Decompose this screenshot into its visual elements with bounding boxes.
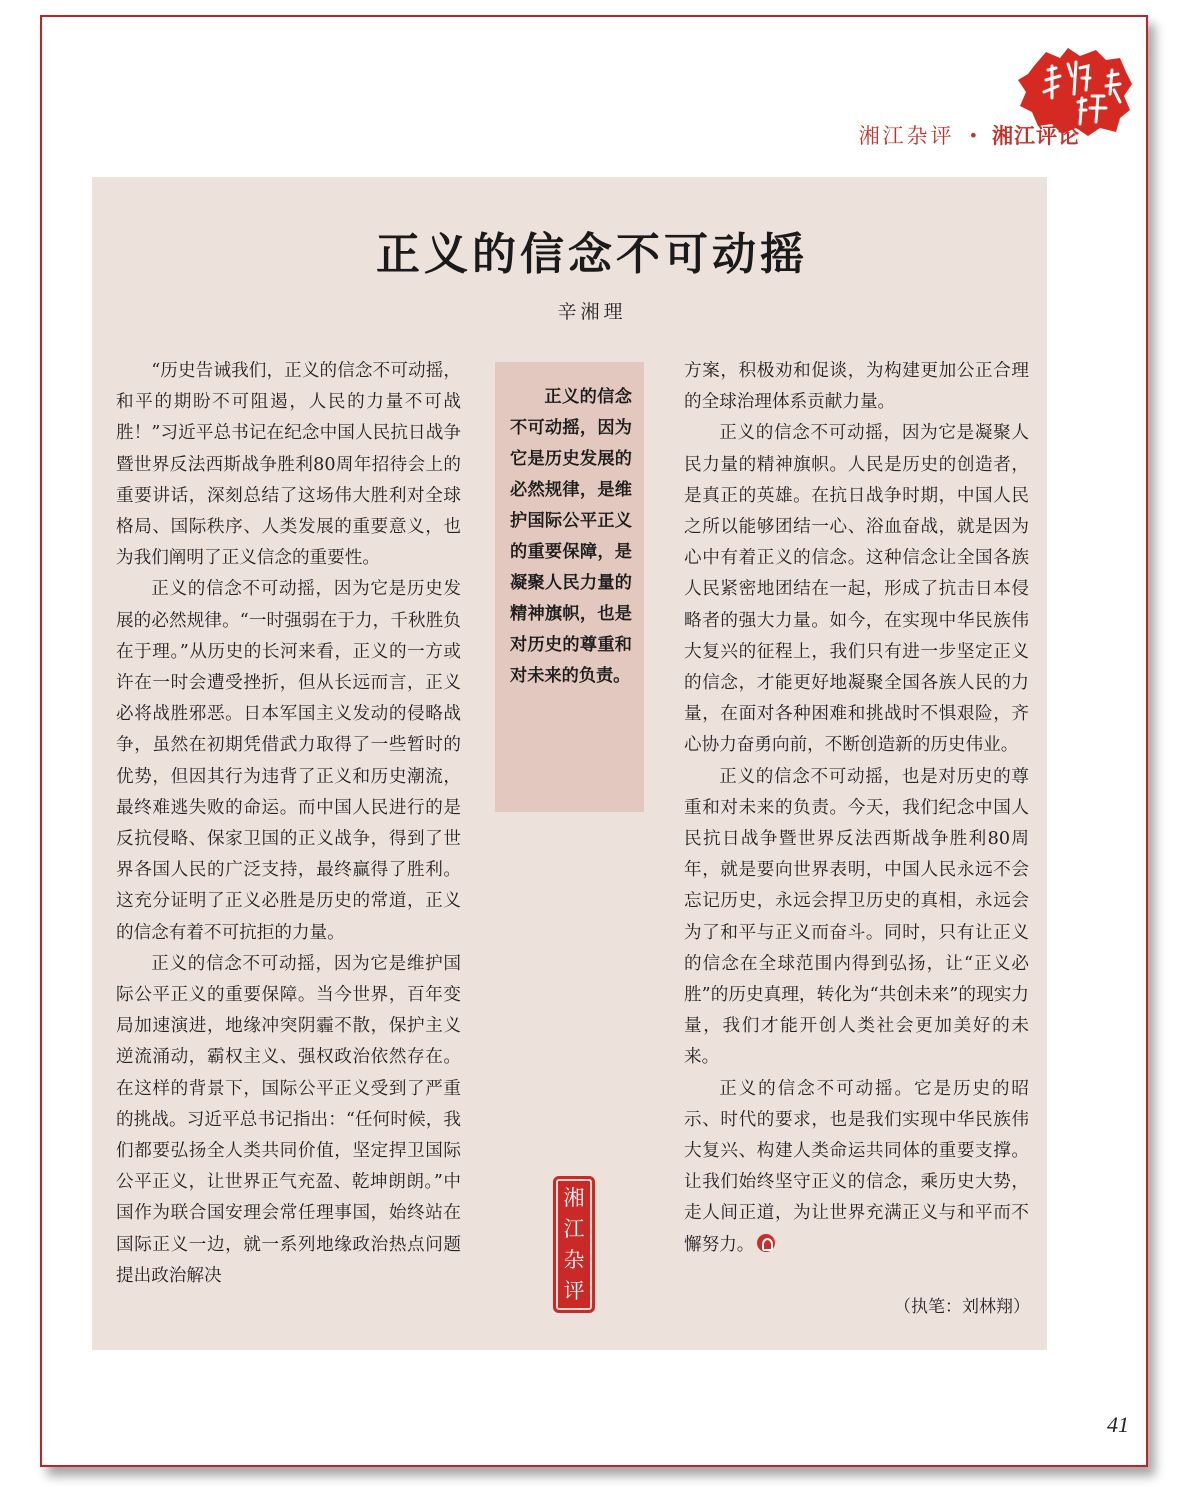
article-title: 正义的信念不可动摇 [376, 229, 808, 280]
paragraph: “历史告诫我们，正义的信念不可动摇，和平的期盼不可阻遏，人民的力量不可战胜！”习近平总书记在纪念中国人民抗日战争暨世界反法西斯战争胜利80周年招待会上的重要讲话，深刻总结了这场伟大胜利对全球格局、国际秩序、人类发展的重要意义，也为我们阐明了正义信念的重要性。 [116, 361, 461, 569]
stamp-char: 江 [563, 1216, 585, 1241]
article-author: 辛湘理 [557, 301, 627, 323]
left-column [116, 356, 461, 1292]
seal-stamp [553, 1176, 595, 1313]
column-name: 湘江评论 [992, 124, 1080, 148]
byline: （执笔：刘林翔） [894, 1297, 1030, 1317]
end-mark-icon [757, 1234, 775, 1252]
right-column [684, 356, 1029, 1261]
stamp-char: 杂 [563, 1247, 585, 1272]
paragraph: 正义的信念不可动摇，因为它是维护国际公平正义的重要保障。当今世界，百年变局加速演进，地缘冲突阴霾不散，保护主义逆流涌动，霸权主义、强权政治依然存在。在这样的背景下，国际公平正义受到了严重的挑战。习近平总书记指出：“任何时候，我们都要弘扬全人类共同价值，坚定捍卫国际公平正义，让世界正气充盈、乾坤朗朗。”中国作为联合国安理会常任理事国，始终站在国际正义一边，就一系列地缘政治热点问题提出政治解决 [116, 953, 461, 1286]
paragraph: 正义的信念不可动摇，因为它是凝聚人民力量的精神旗帜。人民是历史的创造者，是真正的英雄。在抗日战争时期，中国人民之所以能够团结一心、浴血奋战，就是因为心中有着正义的信念。这种信念让全国各族人民紧密地团结在一起，形成了抗击日本侵略者的强大力量。如今，在实现中华民族伟大复兴的征程上，我们只有进一步坚定正义的信念，才能更好地凝聚全国各族人民的力量，在面对各种困难和挑战时不惧艰险，齐心协力奋勇向前，不断创造新的历史伟业。 [684, 423, 1029, 756]
stamp-char: 评 [563, 1278, 585, 1303]
separator-dot: • [968, 125, 978, 145]
page-number: 41 [1107, 1412, 1129, 1437]
paragraph: 正义的信念不可动摇，也是对历史的尊重和对未来的负责。今天，我们纪念中国人民抗日战争暨世界反法西斯战争胜利80周年，就是要向世界表明，中国人民永远不会忘记历史，永远会捍卫历史的真相，永远会为了和平与正义而奋斗。同时，只有让正义的信念在全球范围内得到弘扬，让“正义必胜”的历史真理，转化为“共创未来”的现实力量，我们才能开创人类社会更加美好的未来。 [684, 766, 1029, 1068]
stamp-char: 湘 [563, 1185, 585, 1210]
section-name: 湘江杂评 [858, 124, 955, 148]
pullquote: 正义的信念不可动摇，因为它是历史发展的必然规律，是维护国际公平正义的重要保障，是凝聚人民力量的精神旗帜，也是对历史的尊重和对未来的负责。 [495, 362, 644, 812]
paragraph: 正义的信念不可动摇，因为它是历史发展的必然规律。“一时强弱在于力，千秋胜负在于理。”从历史的长河来看，正义的一方或许在一时会遭受挫折，但从长远而言，正义必将战胜邪恶。日本军国主义发动的侵略战争，虽然在初期凭借武力取得了一些暂时的优势，但因其行为违背了正义和历史潮流，最终难逃失败的命运。而中国人民进行的是反抗侵略、保家卫国的正义战争，得到了世界各国人民的广泛支持，最终赢得了胜利。这充分证明了正义必胜是历史的常道，正义的信念有着不可抗拒的力量。 [116, 579, 461, 943]
column-header [859, 120, 1080, 150]
paragraph-final-text: 正义的信念不可动摇。它是历史的昭示、时代的要求，也是我们实现中华民族伟大复兴、构建人类命运共同体的重要支撑。让我们始终坚守正义的信念，乘历史大势，走人间正道，为让世界充满正义与和平而不懈努力。 [684, 1078, 1029, 1255]
paragraph-continuation: 方案，积极劝和促谈，为构建更加公正合理的全球治理体系贡献力量。 [684, 361, 1029, 413]
paragraph-final [684, 1074, 1029, 1261]
